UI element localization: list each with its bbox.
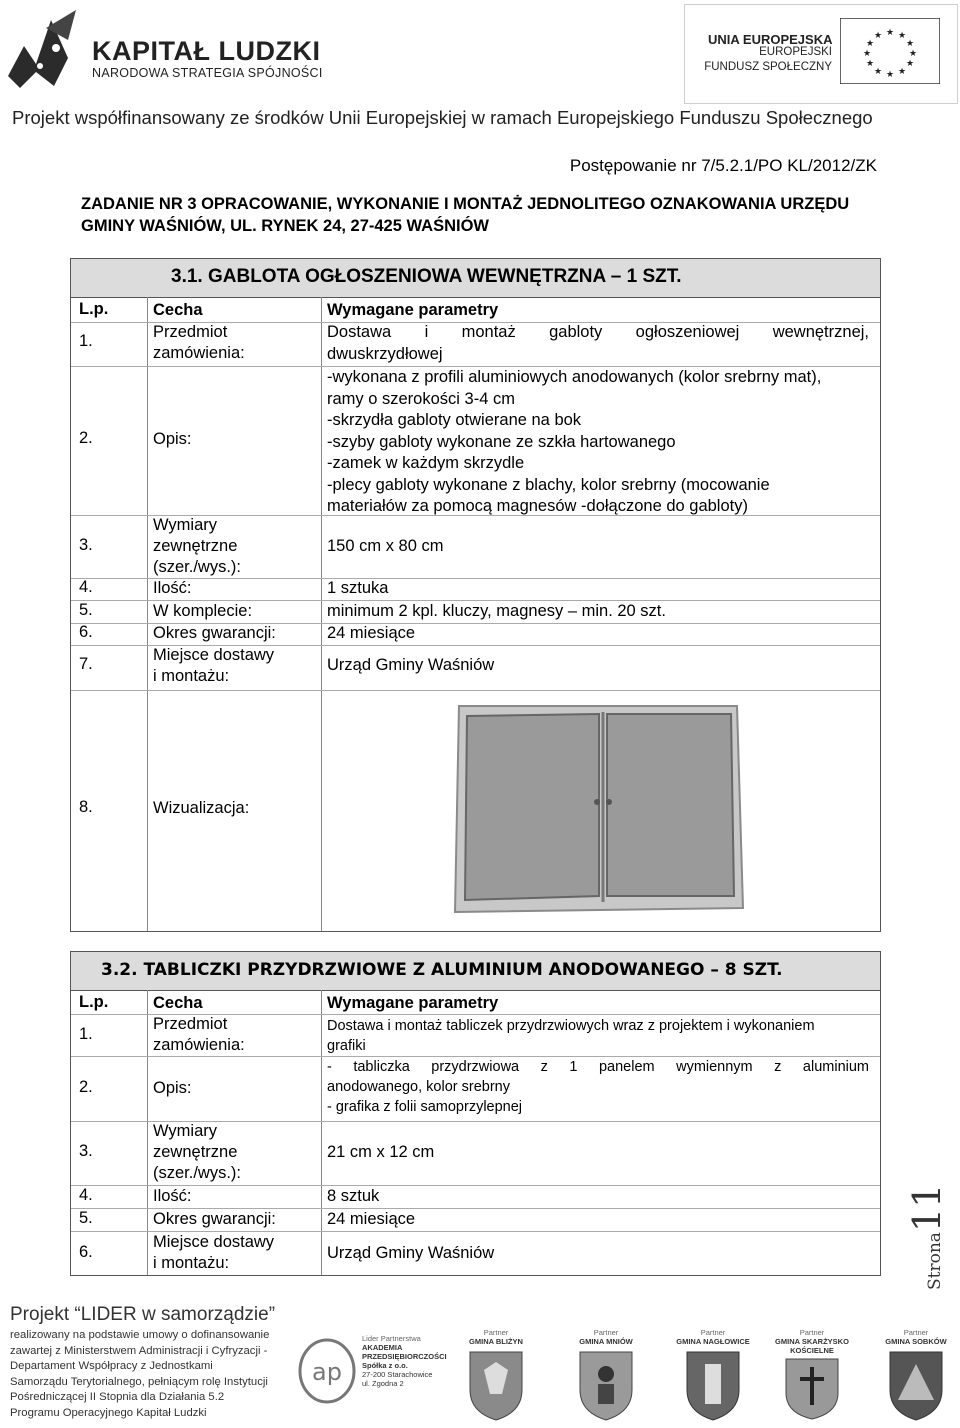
- row-value: 8 sztuk: [327, 1187, 380, 1205]
- row-number: 4.: [79, 578, 93, 596]
- row-value: Dostawa i montaż tabliczek przydrzwiowych wraz z projektem i wykonaniem grafiki: [327, 1018, 815, 1054]
- col-param-header: Wymagane parametry: [327, 994, 499, 1012]
- eu-title: UNIA EUROPEJSKA: [708, 32, 833, 47]
- col-cecha-header: Cecha: [153, 301, 203, 319]
- partner-mniow: Partner GMINA MNIÓW: [566, 1328, 646, 1422]
- leader-partner: Lider Partnerstwa AKADEMIA PRZEDSIĘBIORCZOŚCI Spółka z o.o. 27-200 Starachowice ul. Zgodna 2: [362, 1334, 447, 1388]
- page-number: Strona11: [905, 1183, 949, 1290]
- eu-flag-icon: [840, 18, 940, 84]
- coat-of-arms-icon: [578, 1350, 634, 1422]
- partner-skarzysko: Partner GMINA SKARŻYSKO KOŚCIELNE: [772, 1328, 852, 1421]
- row-label: Okres gwarancji:: [153, 624, 276, 642]
- svg-text:★: ★: [885, 70, 895, 80]
- col-param-header: Wymagane parametry: [327, 301, 499, 319]
- svg-text:★: ★: [865, 39, 875, 49]
- row-label: Okres gwarancji:: [153, 1210, 276, 1228]
- row-number: 6.: [79, 623, 93, 641]
- procedure-reference: Postępowanie nr 7/5.2.1/PO KL/2012/ZK: [569, 156, 877, 175]
- row-number: 8.: [79, 798, 93, 816]
- row-label: Ilość:: [153, 1187, 192, 1205]
- row-label: W komplecie:: [153, 602, 253, 620]
- row-number: 1.: [79, 1025, 93, 1043]
- svg-text:★: ★: [905, 39, 915, 49]
- svg-text:★: ★: [865, 59, 875, 69]
- row-value: 24 miesiące: [327, 1210, 416, 1228]
- row-value: 21 cm x 12 cm: [327, 1143, 435, 1161]
- row-value: 24 miesiące: [327, 624, 416, 642]
- svg-text:★: ★: [897, 31, 907, 41]
- eu-line2: EUROPEJSKI: [759, 46, 832, 58]
- svg-text:★: ★: [908, 49, 918, 59]
- svg-text:★: ★: [897, 67, 907, 77]
- row-label: Miejsce dostawy i montażu:: [153, 1233, 275, 1272]
- svg-text:★: ★: [873, 31, 883, 41]
- row-label: Opis:: [153, 430, 192, 448]
- row-number: 7.: [79, 655, 93, 673]
- kapital-ludzki-subtitle: NARODOWA STRATEGIA SPÓJNOŚCI: [92, 66, 323, 80]
- row-number: 6.: [79, 1243, 93, 1261]
- partner-naglowice: Partner GMINA NAGŁOWICE: [668, 1328, 758, 1422]
- row-number: 2.: [79, 429, 93, 447]
- svg-text:★: ★: [885, 28, 895, 38]
- row-number: 5.: [79, 601, 93, 619]
- coat-of-arms-icon: [888, 1350, 944, 1422]
- row-number: 1.: [79, 332, 93, 350]
- table-display-case: [70, 258, 881, 932]
- row-value: minimum 2 kpl. kluczy, magnesy – min. 20 szt.: [327, 602, 666, 620]
- row-value: Urząd Gminy Waśniów: [327, 656, 495, 674]
- footer-funding-text: realizowany na podstawie umowy o dofinansowanie zawartej z Ministerstwem Administracji i Cyfryzacji - Departament Współpracy z Jednostkami Samorządu Terytorialnego, pełniącym rolę Instytucji Pośredniczącej II Stopnia dla Działania 5.2 Programu Operacyjnego Kapitał Ludzki: [10, 1329, 270, 1419]
- kapital-ludzki-title: KAPITAŁ LUDZKI: [92, 36, 321, 66]
- coat-of-arms-icon: [468, 1350, 524, 1422]
- project-cofinancing-line: Projekt współfinansowany ze środków Unii Europejskiej w ramach Europejskiego Funduszu Społecznego: [12, 107, 873, 128]
- display-case-image: [451, 698, 751, 913]
- col-lp-header: L.p.: [79, 300, 109, 318]
- row-value: Urząd Gminy Waśniów: [327, 1244, 495, 1262]
- row-number: 5.: [79, 1209, 93, 1227]
- row-label: Przedmiot zamówienia:: [153, 323, 245, 362]
- svg-text:ap: ap: [312, 1358, 342, 1386]
- table-title: [71, 259, 880, 298]
- row-number: 2.: [79, 1078, 93, 1096]
- table-door-plates: [70, 951, 881, 1276]
- coat-of-arms-icon: [784, 1357, 840, 1421]
- svg-text:★: ★: [862, 49, 872, 59]
- row-value: 1 sztuka: [327, 579, 389, 597]
- row-value: - tabliczka przydrzwiowa z 1 panelem wymiennym z aluminium anodowanego, kolor srebrny - grafika z folii samoprzylepnej: [327, 1059, 869, 1115]
- partner-blizyn: Partner GMINA BLIŻYN: [456, 1328, 536, 1422]
- row-value: 150 cm x 80 cm: [327, 537, 444, 555]
- coat-of-arms-icon: [685, 1350, 741, 1422]
- leader-logo-icon: [296, 1336, 358, 1406]
- table-title: [71, 952, 880, 991]
- footer-project-title: Projekt “LIDER w samorządzie”: [10, 1304, 276, 1325]
- table-row: [71, 690, 880, 930]
- row-label: Wymiary zewnętrzne (szer./wys.):: [153, 1122, 242, 1182]
- table-title-text: 3.2. TABLICZKI PRZYDRZWIOWE Z ALUMINIUM ANODOWANEGO – 8 SZT.: [101, 960, 783, 980]
- row-number: 4.: [79, 1186, 93, 1204]
- col-cecha-header: Cecha: [153, 994, 203, 1012]
- row-label: Wymiary zewnętrzne (szer./wys.):: [153, 516, 242, 576]
- row-label: Opis:: [153, 1079, 192, 1097]
- row-label: Wizualizacja:: [153, 799, 250, 817]
- row-value: -wykonana z profili aluminiowych anodowanych (kolor srebrny mat), ramy o szerokości 3-4 cm -skrzydła gabloty otwierane na bok -szyby gabloty wykonane ze szkła hartowanego -zamek w każdym skrzydle -plecy gabloty wykonane z blachy, kolor srebrny (mocowanie materiałów za pomocą magnesów -dołączone do gabloty): [327, 368, 822, 515]
- row-label: Ilość:: [153, 579, 192, 597]
- eu-line3: FUNDUSZ SPOŁECZNY: [704, 61, 832, 73]
- row-number: 3.: [79, 536, 93, 554]
- col-lp-header: L.p.: [79, 993, 109, 1011]
- partner-sobkow: Partner GMINA SOBKÓW: [876, 1328, 956, 1422]
- table-title-text: 3.1. GABLOTA OGŁOSZENIOWA WEWNĘTRZNA – 1 SZT.: [171, 266, 682, 287]
- svg-text:★: ★: [905, 59, 915, 69]
- row-value: Dostawa i montaż gabloty ogłoszeniowej wewnętrznej, dwuskrzydłowej: [327, 323, 869, 363]
- task-title: ZADANIE NR 3 OPRACOWANIE, WYKONANIE I MONTAŻ JEDNOLITEGO OZNAKOWANIA URZĘDU GMINY WAŚNIÓW, UL. RYNEK 24, 27-425 WAŚNIÓW: [81, 195, 850, 235]
- row-label: Miejsce dostawy i montażu:: [153, 646, 275, 685]
- row-label: Przedmiot zamówienia:: [153, 1015, 245, 1054]
- svg-text:★: ★: [873, 67, 883, 77]
- row-number: 3.: [79, 1142, 93, 1160]
